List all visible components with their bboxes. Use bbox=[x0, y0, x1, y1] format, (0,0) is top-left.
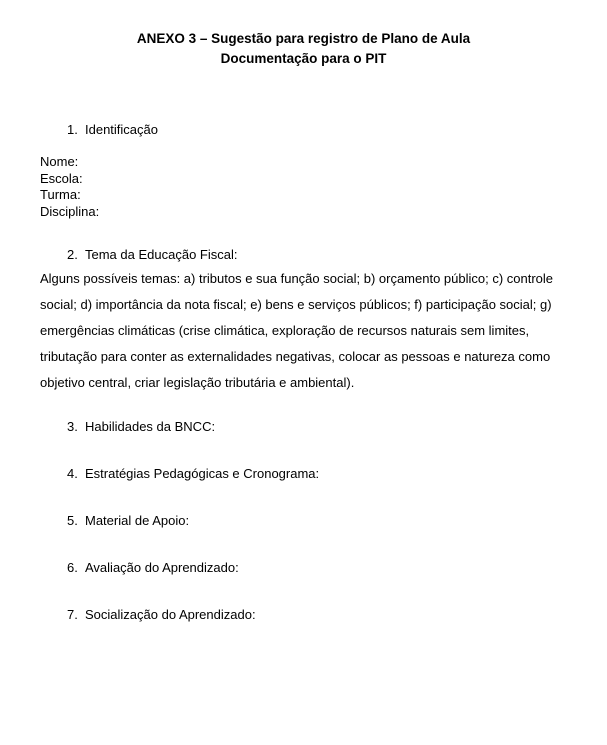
section-number: 2. bbox=[67, 247, 78, 262]
section-number: 5. bbox=[67, 513, 78, 528]
paragraph-line: tributação para conter as externalidades negativas, colocar as pessoas e natureza como bbox=[40, 349, 551, 364]
field-label-escola: Escola: bbox=[40, 170, 83, 186]
section-item-identificacao bbox=[40, 122, 567, 138]
section-number: 3. bbox=[67, 419, 78, 434]
section-item-tema bbox=[40, 247, 567, 263]
paragraph-line: emergências climáticas (crise climática, exploração de recursos naturais sem limites, bbox=[40, 323, 530, 338]
section-item-avaliacao bbox=[40, 560, 567, 576]
tema-paragraph bbox=[40, 266, 567, 396]
section-label: Habilidades da BNCC: bbox=[85, 419, 216, 434]
section-item-socializacao bbox=[40, 607, 567, 623]
section-item-habilidades-bncc bbox=[40, 419, 567, 435]
section-number: 7. bbox=[67, 607, 78, 622]
section-label: Identificação bbox=[85, 122, 158, 137]
section-label: Estratégias Pedagógicas e Cronograma: bbox=[85, 466, 320, 481]
section-label: Socialização do Aprendizado: bbox=[85, 607, 256, 622]
section-number: 6. bbox=[67, 560, 78, 575]
field-label-disciplina: Disciplina: bbox=[40, 203, 100, 219]
section-label: Avaliação do Aprendizado: bbox=[85, 560, 239, 575]
section-item-estrategias bbox=[40, 466, 567, 482]
field-label-turma: Turma: bbox=[40, 187, 81, 202]
field-label-nome: Nome: bbox=[40, 154, 79, 169]
section-label: Tema da Educação Fiscal: bbox=[85, 247, 238, 262]
section-number: 1. bbox=[67, 122, 78, 137]
paragraph-line: objetivo central, criar legislação tributária e ambiental). bbox=[40, 375, 355, 390]
paragraph-line: social; d) importância da nota fiscal; e) bens e serviços públicos; f) participação social; g) bbox=[40, 297, 552, 312]
section-label: Material de Apoio: bbox=[85, 513, 190, 528]
title-line-2: Documentação para o PIT bbox=[220, 51, 387, 66]
paragraph-line: Alguns possíveis temas: a) tributos e sua função social; b) orçamento público; c) controle bbox=[40, 271, 554, 286]
section-number: 4. bbox=[67, 466, 78, 481]
section-item-material-apoio bbox=[40, 513, 567, 529]
document-title bbox=[40, 29, 567, 69]
title-line-1: ANEXO 3 – Sugestão para registro de Plano de Aula bbox=[136, 31, 471, 46]
identification-fields bbox=[40, 154, 567, 220]
